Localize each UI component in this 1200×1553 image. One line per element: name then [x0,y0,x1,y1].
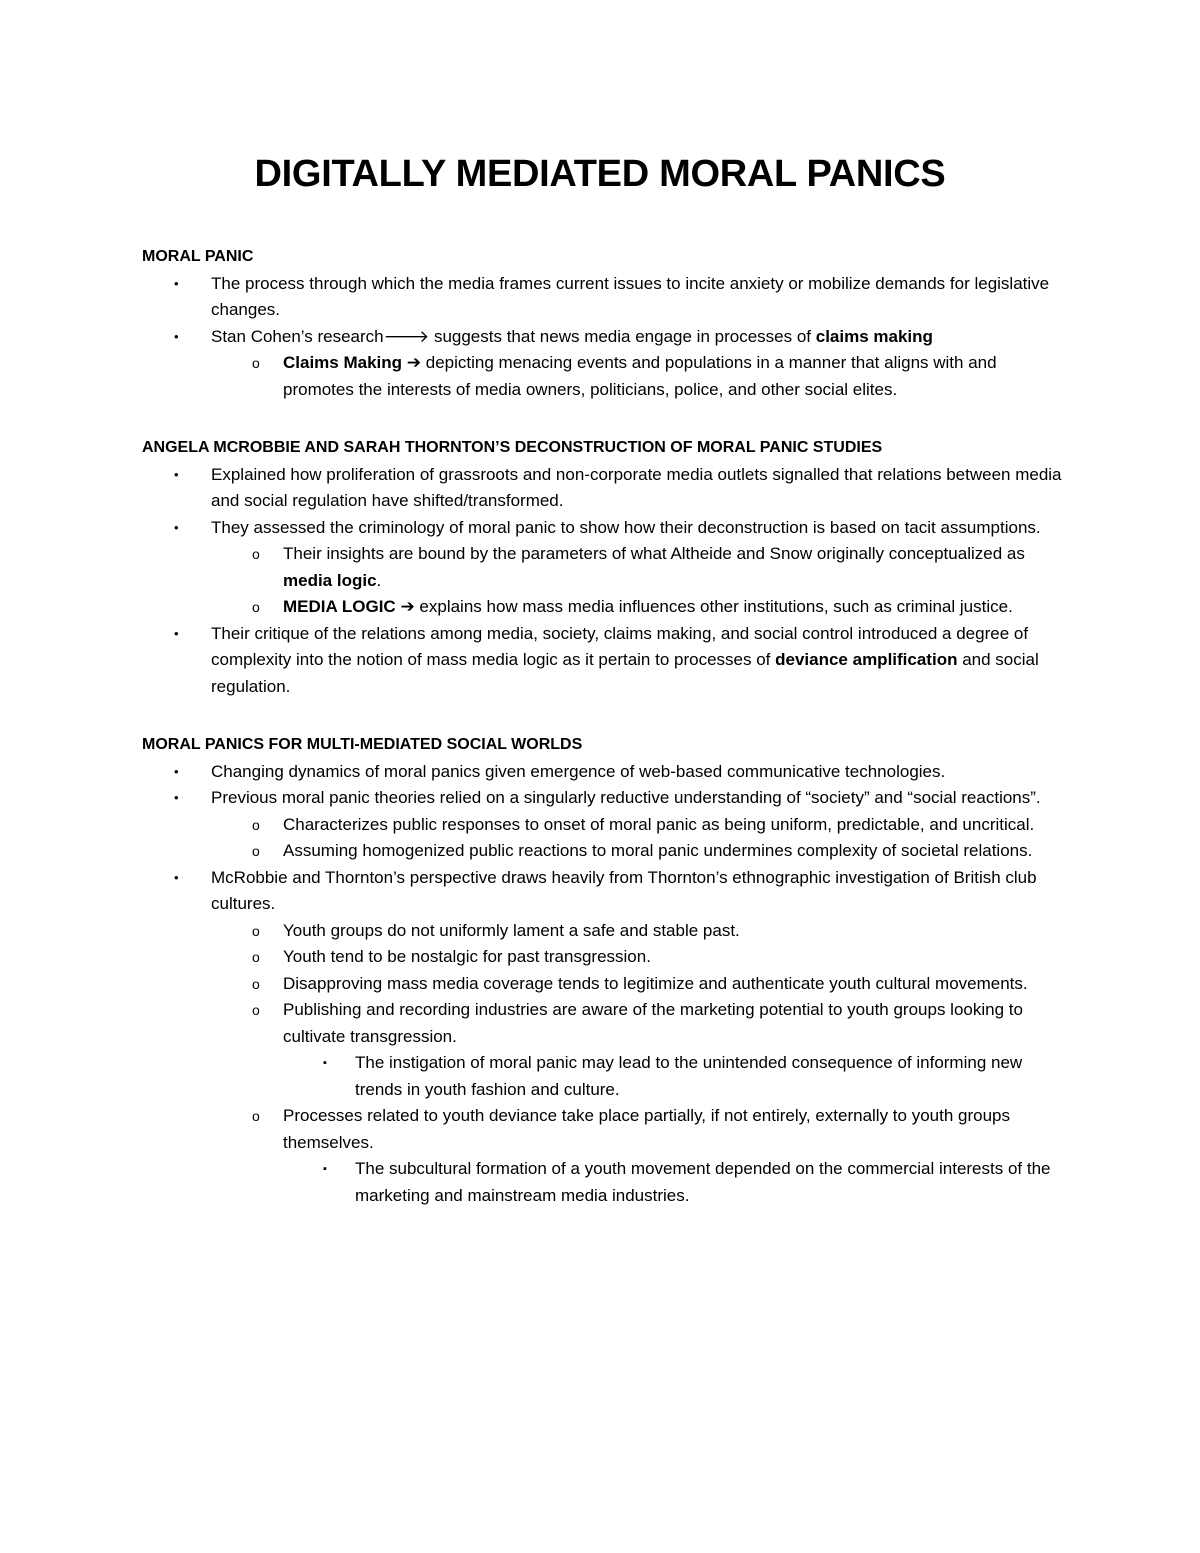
square-bullet-icon: ▪ [323,1057,327,1069]
item-text: explains how mass media influences other institutions, such as criminal justice. [414,597,1013,616]
bullet-icon: • [174,328,179,344]
list-item [142,621,1062,701]
section-multi-mediated [142,732,1062,1209]
item-text: Explained how proliferation of grassroots and non-corporate media outlets signalled that relations between media and social regulation have shifted/transformed. [211,464,1062,510]
item-text: Processes related to youth deviance take place partially, if not entirely, externally to youth groups themselves. [283,1106,1010,1152]
list-item [142,838,1062,865]
list-item [142,865,1062,918]
section-mcrobbie-thornton [142,435,1062,700]
key-term: deviance amplification [775,650,958,669]
key-term: claims making [815,326,933,346]
item-text: The process through which the media frames current issues to incite anxiety or mobilize demands for legislative changes. [211,273,1050,319]
key-term: MEDIA LOGIC [283,597,396,616]
circle-bullet-icon: o [252,816,260,833]
list-item [142,1103,1062,1156]
item-text: The instigation of moral panic may lead to the unintended consequence of informing new trends in youth fashion and culture. [355,1053,1023,1099]
item-text: Stan Cohen’s research [211,326,384,346]
circle-bullet-icon: o [252,922,260,939]
section-heading: ANGELA MCROBBIE AND SARAH THORNTON’S DECONSTRUCTION OF MORAL PANIC STUDIES [142,439,883,456]
item-text: Youth groups do not uniformly lament a safe and stable past. [283,920,740,940]
item-text: They assessed the criminology of moral panic to show how their deconstruction is based on tacit assumptions. [211,517,1041,537]
list-item [142,1156,1062,1209]
list-item [142,324,1062,351]
circle-bullet-icon: o [252,546,260,562]
item-text: . [376,570,382,590]
list-item [142,594,1062,621]
section-heading: MORAL PANIC [142,248,254,265]
circle-bullet-icon: o [252,949,260,965]
circle-bullet-icon: o [252,843,260,859]
list-item [142,541,1062,594]
list-item [142,997,1062,1050]
document-page [142,148,1062,1241]
circle-bullet-icon: o [252,355,260,371]
item-text: and social regulation. [211,650,1039,696]
key-term: Claims Making [283,353,403,372]
item-text: Changing dynamics of moral panics given emergence of web-based communicative technologies. [211,761,946,781]
list-item [142,785,1062,812]
list-item [142,271,1062,324]
bullet-list [142,462,1062,701]
list-item [142,759,1062,786]
circle-bullet-icon: o [252,1002,260,1018]
section-heading: MORAL PANICS FOR MULTI-MEDIATED SOCIAL WORLDS [142,736,583,753]
item-text: Previous moral panic theories relied on a singularly reductive understanding of “society” and “social reactions”. [211,788,1041,807]
item-text: The subcultural formation of a youth movement depended on the commercial interests of the marketing and mainstream media industries. [355,1159,1051,1205]
list-item [142,944,1062,971]
bullet-icon: • [174,275,179,291]
section-moral-panic [142,244,1062,403]
list-item [142,1050,1062,1103]
bullet-icon: • [174,790,179,805]
arrow-icon: ➔ [400,597,415,616]
bullet-icon: • [174,466,179,482]
list-item [142,350,1062,403]
bullet-icon: • [174,869,179,885]
arrow-icon: ➔ [406,353,422,372]
circle-bullet-icon: o [252,1108,260,1124]
bullet-icon: • [174,763,179,779]
item-text: Youth tend to be nostalgic for past transgression. [283,947,651,966]
circle-bullet-icon: o [252,975,260,992]
item-text: Assuming homogenized public reactions to moral panic undermines complexity of societal relations. [283,841,1033,860]
square-bullet-icon: ▪ [323,1163,327,1175]
item-text: Disapproving mass media coverage tends to legitimize and authenticate youth cultural movements. [283,973,1028,993]
arrow-icon: 🡒 [383,326,430,346]
bullet-icon: • [174,625,179,641]
item-text: suggests that news media engage in processes of [429,326,816,346]
list-item [142,971,1062,998]
key-term: media logic [283,570,377,590]
item-text: Publishing and recording industries are aware of the marketing potential to youth groups looking to cultivate transgression. [283,1000,1023,1046]
bullet-icon: • [174,519,179,535]
bullet-list [142,271,1062,404]
bullet-list [142,759,1062,1210]
item-text: depicting menacing events and populations in a manner that aligns with and promotes the interests of media owners, politicians, police, and other social elites. [283,353,997,399]
list-item [142,918,1062,945]
list-item [142,462,1062,515]
circle-bullet-icon: o [252,599,260,615]
list-item [142,515,1062,542]
item-text: Characterizes public responses to onset of moral panic as being uniform, predictable, and uncritical. [283,814,1035,834]
list-item [142,812,1062,839]
item-text: Their critique of the relations among media, society, claims making, and social control introduced a degree of complexity into the notion of mass media logic as it pertain to processes of [211,623,1029,669]
document-title: DIGITALLY MEDIATED MORAL PANICS [254,153,946,195]
item-text: McRobbie and Thornton’s perspective draws heavily from Thornton’s ethnographic investigation of British club cultures. [211,867,1037,913]
item-text: Their insights are bound by the parameters of what Altheide and Snow originally conceptualized as [283,544,1025,563]
